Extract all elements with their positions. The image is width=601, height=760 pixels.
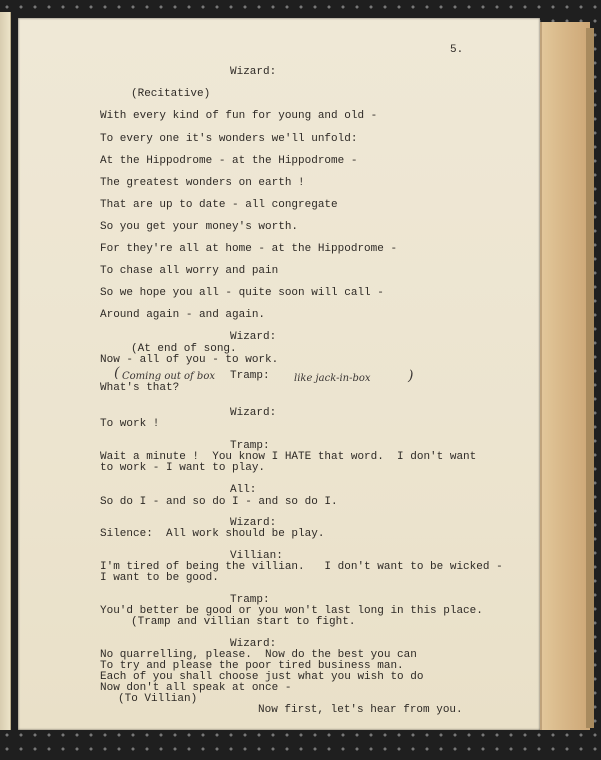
handwritten-note: Coming out of box (122, 371, 215, 382)
script-line: So we hope you all - quite soon will call - (100, 287, 384, 299)
script-line: Now - all of you - to work. (100, 354, 279, 366)
script-line: That are up to date - all congregate (100, 199, 338, 211)
script-line: The greatest wonders on earth ! (100, 177, 305, 189)
script-line: I want to be good. (100, 572, 219, 584)
handwritten-close-paren: ) (408, 368, 414, 384)
script-line: Villian: (230, 550, 283, 562)
script-line: Wait a minute ! You know I HATE that word. I don't want (100, 451, 477, 463)
script-line: (Recitative) (131, 88, 211, 100)
script-line: Each of you shall choose just what you wish to do (100, 671, 424, 683)
script-line: (Tramp and villian start to fight. (131, 616, 356, 628)
script-line: To every one it's wonders we'll unfold: (100, 133, 358, 145)
script-line: Now first, let's hear from you. (258, 704, 463, 716)
script-line: What's that? (100, 382, 180, 394)
script-line: To work ! (100, 418, 160, 430)
script-line: Now don't all speak at once - (100, 682, 292, 694)
script-line: Tramp: (230, 440, 270, 452)
script-line: (At end of song. (131, 343, 237, 355)
script-line: You'd better be good or you won't last long in this place. (100, 605, 483, 617)
typewritten-script (18, 18, 540, 730)
binder-edge-shadow (586, 28, 594, 728)
script-line: Tramp: (230, 594, 270, 606)
script-line: Wizard: (230, 66, 277, 78)
page-number: 5. (450, 44, 464, 56)
handwritten-note: like jack-in-box (294, 373, 371, 384)
previous-page-edge (0, 12, 11, 730)
script-line: Wizard: (230, 517, 277, 529)
script-line: No quarrelling, please. Now do the best you can (100, 649, 417, 661)
script-line: Around again - and again. (100, 309, 266, 321)
script-line: to work - I want to play. (100, 462, 266, 474)
handwritten-open-paren: ( (114, 365, 120, 381)
script-line: At the Hippodrome - at the Hippodrome - (100, 155, 358, 167)
script-line: Wizard: (230, 638, 277, 650)
script-line: With every kind of fun for young and old - (100, 110, 378, 122)
script-line: So do I - and so do I - and so do I. (100, 496, 338, 508)
script-line: To try and please the poor tired business man. (100, 660, 404, 672)
script-line: Wizard: (230, 407, 277, 419)
script-line: So you get your money's worth. (100, 221, 299, 233)
script-line: Tramp: (230, 370, 270, 382)
script-line: I'm tired of being the villian. I don't want to be wicked - (100, 561, 503, 573)
binder-edge (540, 22, 590, 730)
script-line: Wizard: (230, 331, 277, 343)
script-line: All: (230, 484, 257, 496)
script-line: (To Villian) (118, 693, 198, 705)
script-line: For they're all at home - at the Hippodrome - (100, 243, 398, 255)
script-line: Silence: All work should be play. (100, 528, 325, 540)
script-line: To chase all worry and pain (100, 265, 279, 277)
